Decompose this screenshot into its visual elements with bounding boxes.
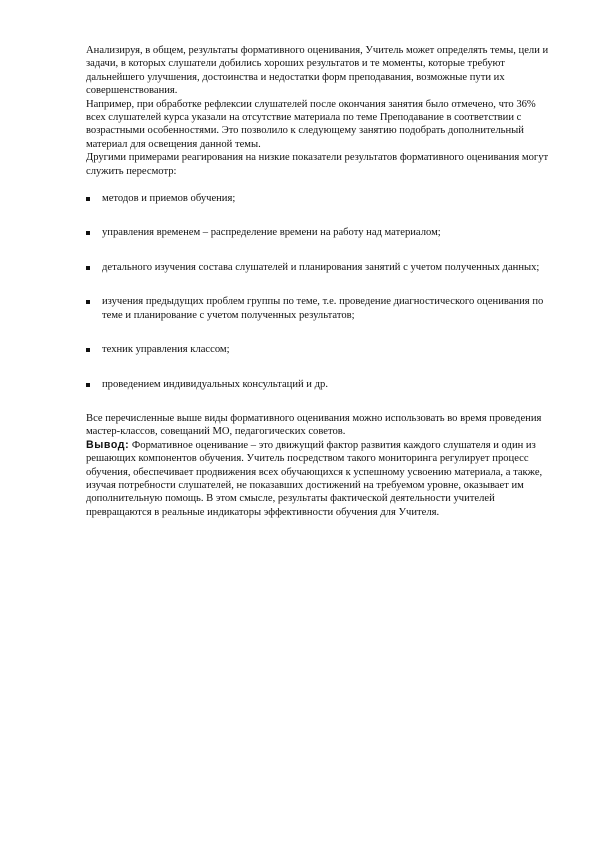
list-item [86,378,558,391]
list-item [86,192,558,205]
conclusion-label: Вывод: [86,438,130,451]
document-page [86,44,558,519]
list-item-text: проведением индивидуальных консультаций и др. [102,378,328,390]
list-item [86,295,558,322]
list-item [86,261,558,274]
paragraph-analysis: Анализируя, в общем, результаты формативного оценивания, Учитель может определять темы, цели и задачи, в которых слушатели добились хороших результатов и те моменты, которые требуют дальнейшего улучшения, достоинства и недостатки форм преподавания, возможные пути их совершенствования. [86,45,549,97]
review-list [86,192,558,391]
square-bullet-icon [86,383,90,387]
list-item [86,343,558,356]
list-item-text: техник управления классом; [102,344,230,356]
square-bullet-icon [86,231,90,235]
conclusion-text: Формативное оценивание – это движущий фактор развития каждого слушателя и один из решающих компонентов обучения. Учитель посредством такого мониторинга регулирует процесс обучения, обеспечивает продвижения всех обучающихся к успешному усвоению материала, а также, изучая потребности слушателей, не показавших достижений на требуемом уровне, оказывает им дополнительную помощь. В этом смысле, результаты фактической деятельности учителей превращаются в реальные индикаторы эффективности обучения для Учителя. [86,439,543,518]
paragraph-conclusion [86,439,558,519]
square-bullet-icon [86,300,90,304]
list-item-text: изучения предыдущих проблем группы по теме, т.е. проведение диагностического оценивания по теме и планирование с учетом полученных результатов; [102,296,544,321]
list-item-text: методов и приемов обучения; [102,193,236,205]
list-item [86,226,558,239]
list-item-text: детального изучения состава слушателей и планирования занятий с учетом полученных данных; [102,261,540,273]
list-item-text: управления временем – распределение времени на работу над материалом; [102,227,441,239]
paragraph-other-examples: Другими примерами реагирования на низкие показатели результатов формативного оценивания могут служить пересмотр: [86,152,549,177]
square-bullet-icon [86,266,90,270]
paragraph-example: Например, при обработке рефлексии слушателей после окончания занятия было отмечено, что 36% всех слушателей курса указали на отсутствие материала по теме Преподавание в соответствии с возрастными особенностями. Это позволило к следующему занятию подобрать дополнительный материал для освещения данной темы. [86,98,536,150]
square-bullet-icon [86,348,90,352]
paragraph-usage: Все перечисленные выше виды формативного оценивания можно использовать во время проведения мастер-классов, совещаний МО, педагогических советов. [86,412,542,438]
square-bullet-icon [86,197,90,201]
